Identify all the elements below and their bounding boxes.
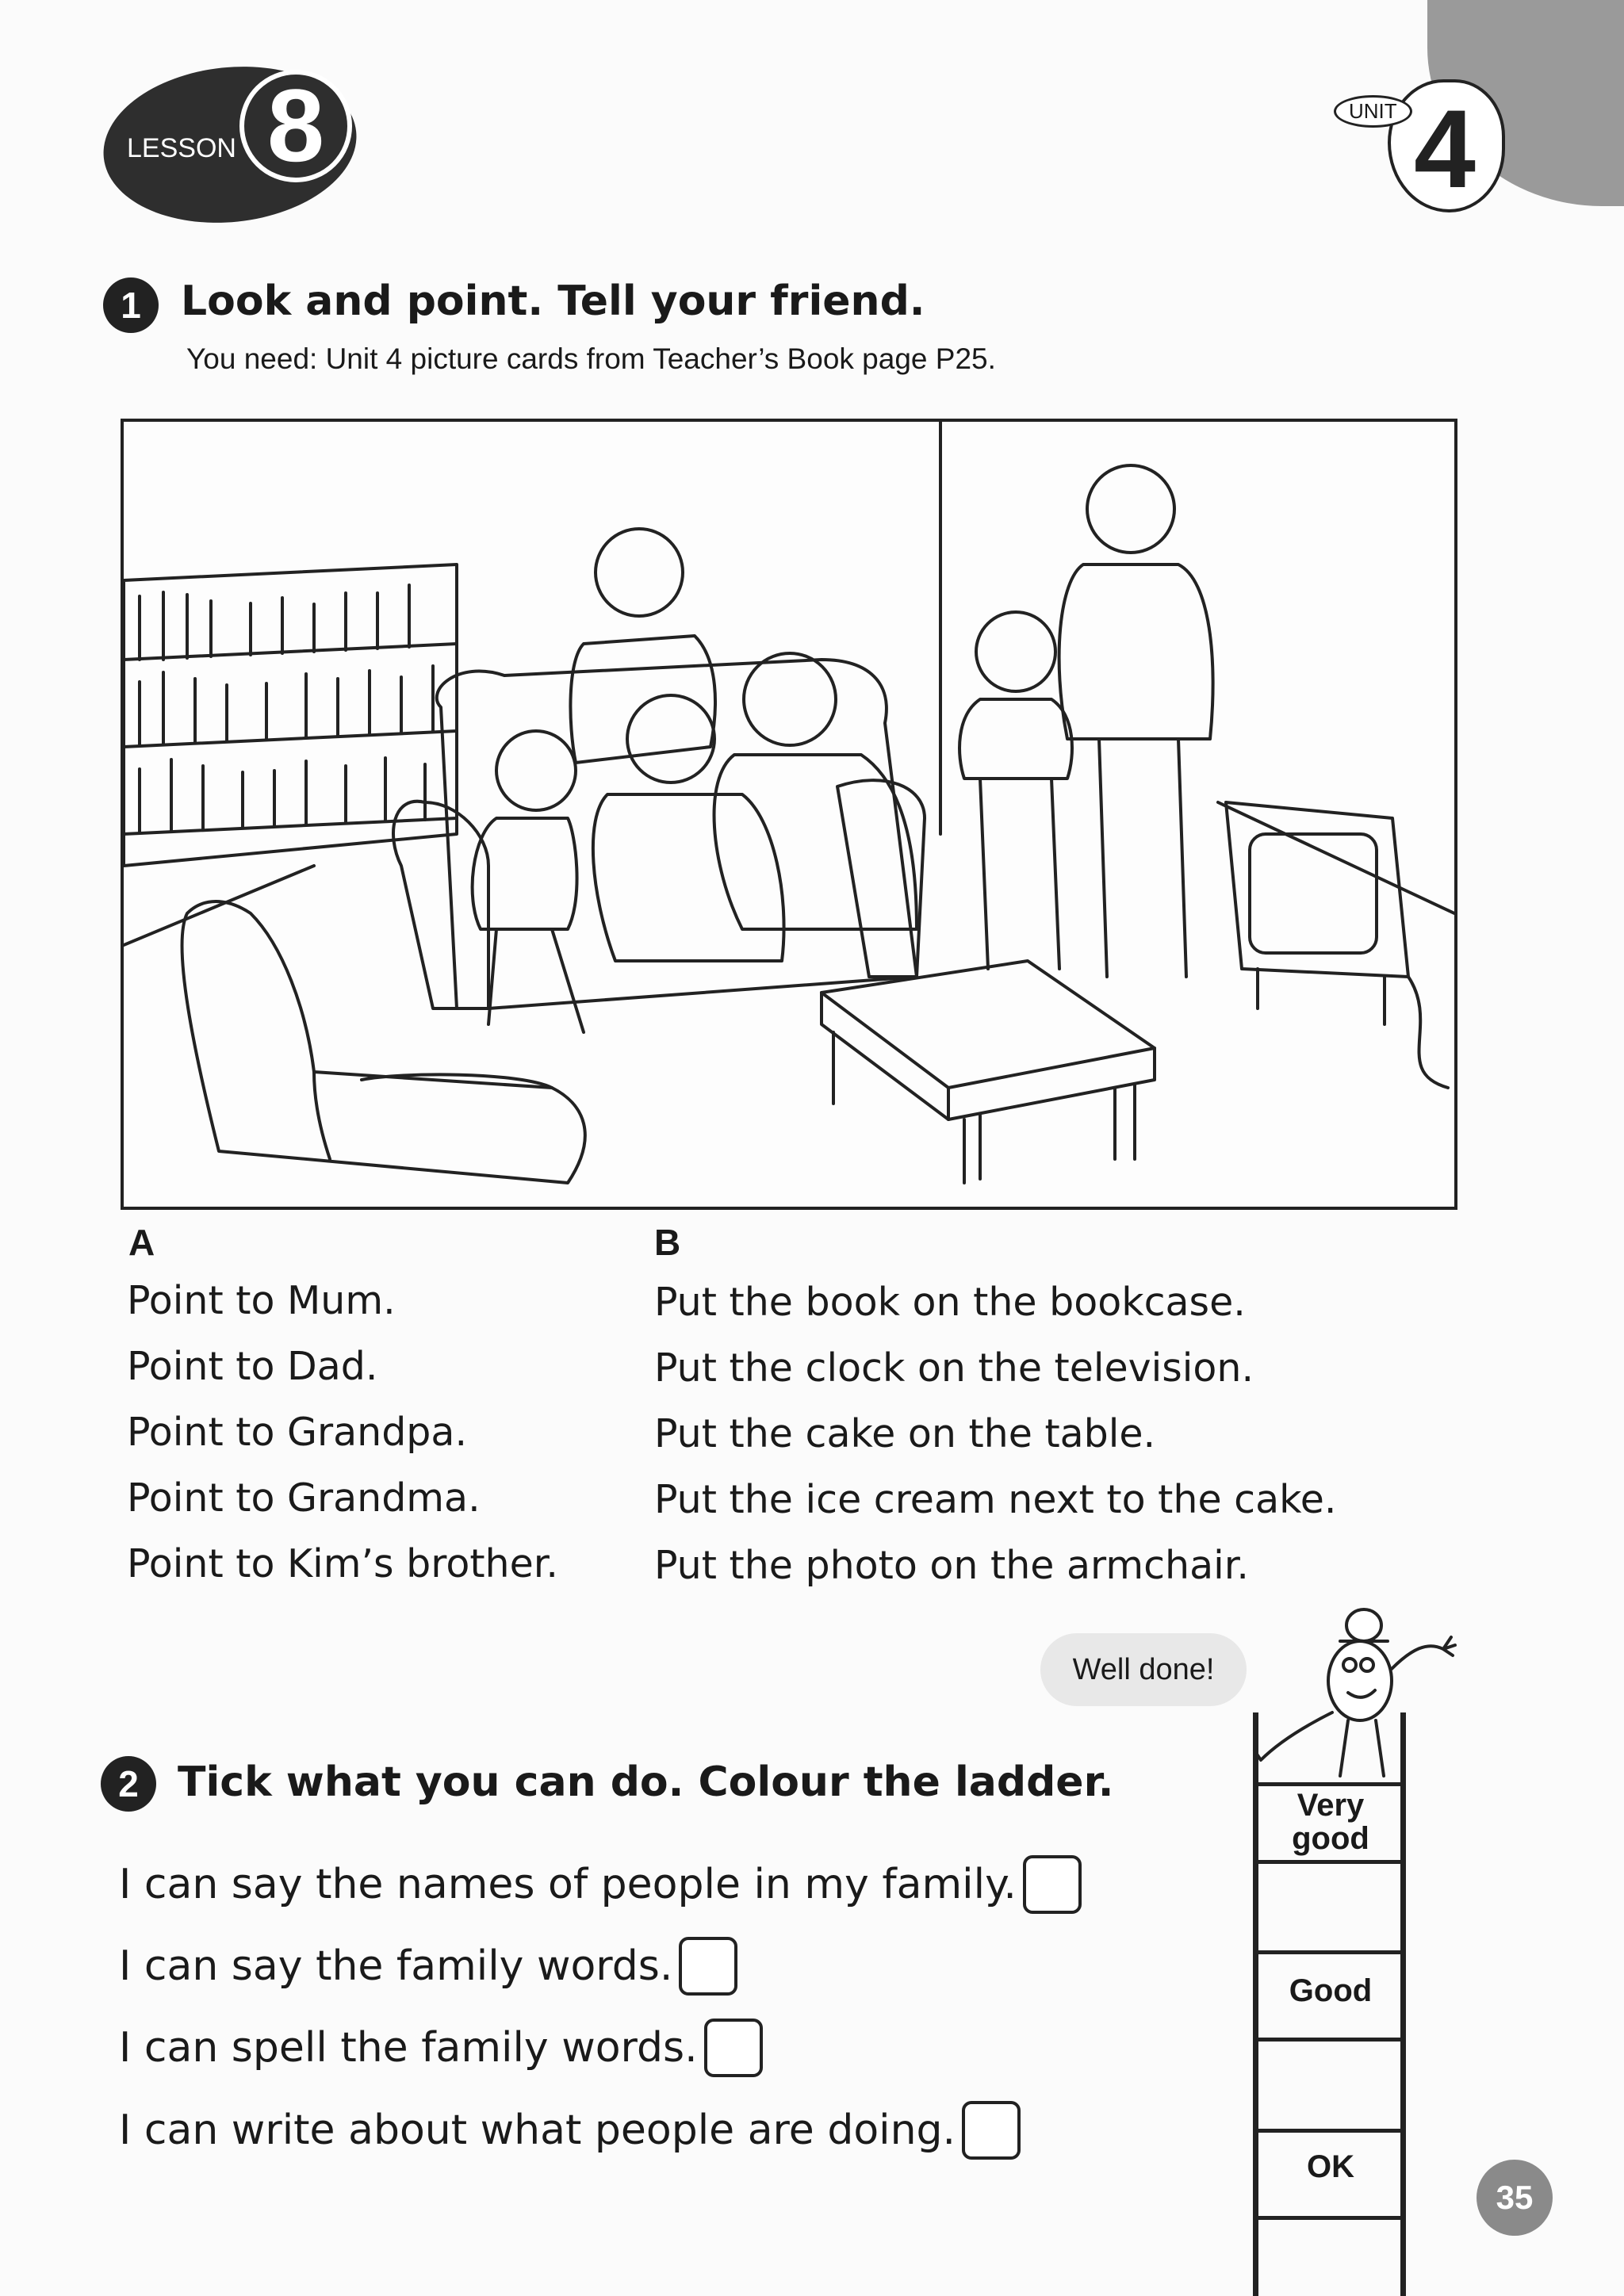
- column-a-line: Point to Kim’s brother.: [127, 1541, 558, 1586]
- family-living-room-illustration: [121, 419, 1457, 1210]
- column-a-line: Point to Dad.: [127, 1344, 378, 1389]
- can-do-text: I can spell the family words.: [119, 2024, 698, 2072]
- can-do-text: I can say the names of people in my family.: [119, 1861, 1017, 1908]
- tick-checkbox[interactable]: [1023, 1855, 1082, 1914]
- people: [473, 465, 1213, 1032]
- television: [1226, 802, 1448, 1088]
- column-b-line: Put the clock on the television.: [654, 1345, 1254, 1391]
- can-do-item: [119, 2101, 1021, 2160]
- ladder-rail-left: [1253, 1712, 1258, 2296]
- column-b-line: Put the photo on the armchair.: [654, 1543, 1249, 1588]
- ladder-rail-right: [1400, 1712, 1406, 2296]
- activity-1-number: 1: [103, 277, 159, 333]
- ladder-rung: [1253, 1860, 1406, 1864]
- column-b-line: Put the cake on the table.: [654, 1411, 1156, 1456]
- ladder-rung: [1253, 1950, 1406, 1954]
- can-do-item: [119, 2019, 763, 2077]
- can-do-item: [119, 1937, 737, 1996]
- lesson-label: LESSON: [127, 133, 236, 163]
- column-a-list: [127, 1278, 558, 1607]
- unit-label: UNIT: [1334, 95, 1412, 128]
- can-do-item: [119, 1855, 1082, 1914]
- column-b-line: Put the book on the bookcase.: [654, 1280, 1246, 1325]
- tick-checkbox[interactable]: [679, 1937, 737, 1996]
- sofa: [393, 660, 925, 1008]
- column-a-heading: A: [128, 1222, 155, 1263]
- tick-checkbox[interactable]: [704, 2019, 763, 2077]
- ladder-level-good: Good: [1289, 1973, 1373, 2008]
- living-room-drawing: [124, 422, 1454, 1207]
- column-b-heading: B: [654, 1222, 681, 1263]
- column-a-line: Point to Grandma.: [127, 1475, 481, 1521]
- can-do-text: I can write about what people are doing.: [119, 2107, 956, 2154]
- ladder-rung: [1253, 2038, 1406, 2042]
- activity-2-title: Tick what you can do. Colour the ladder.: [178, 1758, 1114, 1806]
- ladder-rung: [1253, 2216, 1406, 2220]
- column-b-list: [654, 1280, 1337, 1609]
- armchair: [182, 901, 585, 1183]
- column-b-line: Put the ice cream next to the cake.: [654, 1477, 1337, 1522]
- column-a-line: Point to Grandpa.: [127, 1410, 468, 1455]
- unit-number: 4: [1414, 86, 1476, 211]
- ladder-level-ok: OK: [1307, 2149, 1354, 2184]
- tick-checkbox[interactable]: [962, 2101, 1021, 2160]
- activity-1-title: Look and point. Tell your friend.: [181, 277, 925, 325]
- achievement-ladder[interactable]: [1253, 1712, 1411, 2296]
- activity-2-number: 2: [101, 1756, 156, 1812]
- coffee-table: [822, 961, 1155, 1183]
- ladder-rung: [1253, 2129, 1406, 2133]
- lesson-number: 8: [239, 70, 352, 182]
- ladder-rung: [1253, 1782, 1406, 1786]
- well-done-speech-bubble: Well done!: [1040, 1633, 1247, 1706]
- can-do-text: I can say the family words.: [119, 1942, 673, 1990]
- activity-1-subtitle: You need: Unit 4 picture cards from Teacher’s Book page P25.: [186, 342, 996, 375]
- bookcase: [124, 564, 457, 866]
- column-a-line: Point to Mum.: [127, 1278, 396, 1323]
- ladder-level-very-good: Very good: [1292, 1788, 1369, 1856]
- page-number: 35: [1477, 2160, 1553, 2236]
